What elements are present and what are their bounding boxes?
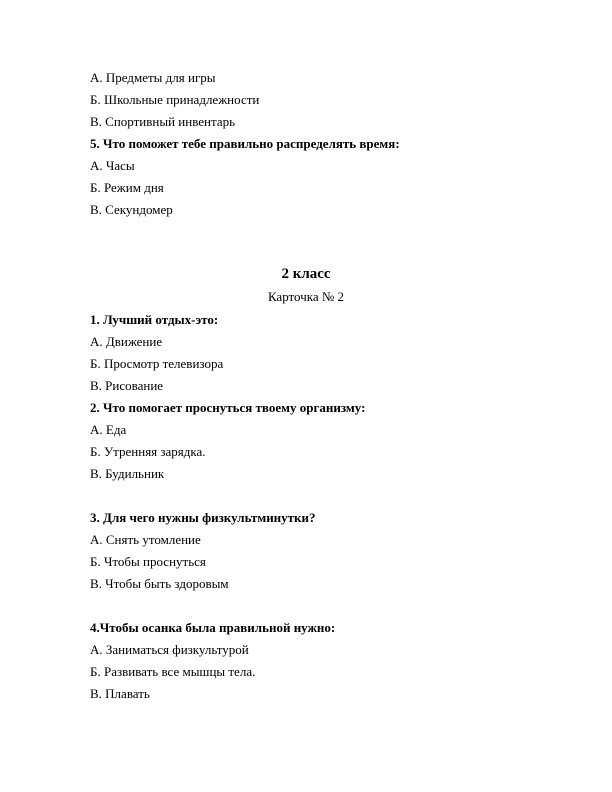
answer-option: Б. Развивать все мышцы тела. (90, 664, 256, 679)
question-text: 3. Для чего нужны физкультминутки? (90, 510, 316, 525)
card-number: Карточка № 2 (267, 289, 345, 304)
answer-option: В. Чтобы быть здоровым (90, 576, 229, 591)
answer-option: В. Плавать (90, 686, 150, 701)
answer-option: А. Предметы для игры (90, 70, 216, 85)
answer-option: В. Спортивный инвентарь (90, 114, 236, 129)
answer-option: А. Заниматься физкультурой (90, 642, 249, 657)
question-text: 1. Лучший отдых-это: (90, 312, 219, 327)
answer-option: А. Снять утомление (90, 532, 201, 547)
answer-option: Б. Режим дня (90, 180, 164, 195)
answer-option: В. Будильник (90, 466, 165, 481)
section-heading: 2 класс (281, 266, 331, 282)
answer-option: Б. Школьные принадлежности (90, 92, 260, 107)
question-text: 2. Что помогает проснуться твоему организму: (90, 400, 366, 415)
answer-option: Б. Утренняя зарядка. (90, 444, 206, 459)
answer-option: В. Секундомер (90, 202, 173, 217)
answer-option: Б. Просмотр телевизора (90, 356, 224, 371)
answer-option: А. Движение (90, 334, 163, 349)
answer-option: А. Часы (90, 158, 135, 173)
question-text: 5. Что поможет тебе правильно распределять время: (90, 136, 400, 151)
question-text: 4.Чтобы осанка была правильной нужно: (90, 620, 336, 635)
answer-option: Б. Чтобы проснуться (90, 554, 206, 569)
answer-option: В. Рисование (90, 378, 164, 393)
answer-option: А. Еда (90, 422, 127, 437)
